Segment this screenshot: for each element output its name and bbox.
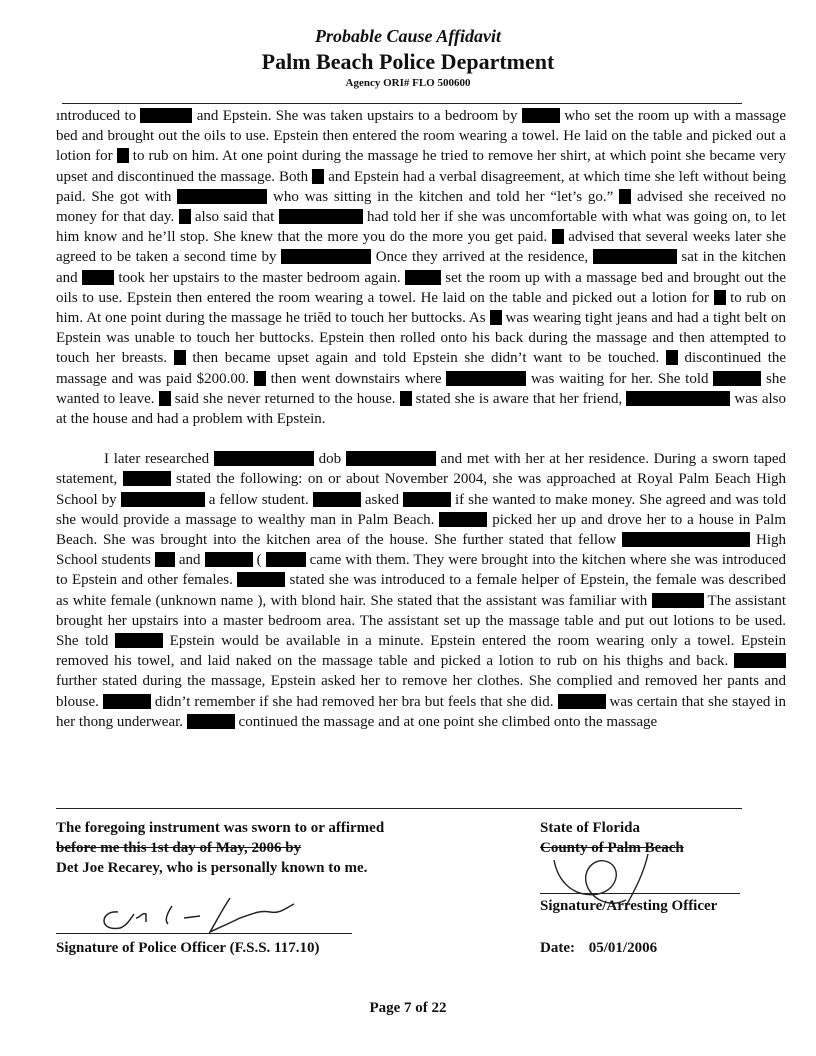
officer-signature-caption: Signature of Police Officer (F.S.S. 117.10) (56, 940, 320, 956)
redaction (117, 148, 129, 163)
redaction (558, 694, 606, 709)
redaction (346, 451, 436, 466)
redaction (279, 209, 363, 224)
redaction (626, 391, 730, 406)
affidavit-body (56, 106, 786, 732)
redaction (177, 189, 267, 204)
redaction (187, 714, 235, 729)
arresting-signature-line (540, 893, 740, 894)
redaction (123, 471, 171, 486)
redaction (155, 552, 175, 567)
redaction (622, 532, 750, 547)
redaction (713, 371, 761, 386)
redaction (405, 270, 441, 285)
redaction (490, 310, 502, 325)
redaction (103, 694, 151, 709)
department-name: Palm Beach Police Department (261, 49, 555, 74)
redaction (174, 350, 186, 365)
page-number: Page 7 of 22 (369, 1000, 447, 1016)
redaction (281, 249, 371, 264)
redaction (652, 593, 704, 608)
date-value: 05/01/2006 (588, 940, 658, 956)
officer-signature (90, 888, 320, 936)
redaction (619, 189, 631, 204)
officer-signature-line (56, 933, 352, 934)
signature-rule (56, 808, 742, 809)
redaction (115, 633, 163, 648)
redaction (403, 492, 451, 507)
redaction (237, 572, 285, 587)
redaction (140, 108, 192, 123)
redaction (254, 371, 266, 386)
county-label: County of Palm Beach (540, 840, 684, 856)
paragraph-2: I later researched dob and met with her at her residence. During a sworn taped statement, stated the following: on or about November 2004, she was approached at Royal Palm Бeach High School by a fellow student. asked if she wanted to make money. She agreed and was told she would provide a massage to wealthy man in Palm Beach. picked her up and drove her to a house in Palm Beach. She was brought into the kitchen area of the house. She further stated that fellow High School students and ( came with them. They were brought into the kitchen where she was introduced to Epstein and other females. stated she was introduced to a female helper of Epstein, the female was described as white female (unknown name ), with blond hair. She stated that the assistant was familiar with The assistant brought her upstairs into a master bedroom area. The assistant set up the massage table and put out lotions to be used. She told Epstein would be available in a minute. Epstein entered the room wearing only a towel. Epstein removed his towel, and laid naked on the massage table and picked a lotion to rub on his thighs and back. further stated during the massage, Epstein asked her to remove her clothes. She complied and removed her pants and blouse. didn’t remember if she had removed her bra but feels that she did. was certain that she stayed in her thong underwear. continued the massage and at one point she climbed onto the massage (56, 451, 787, 730)
redaction (593, 249, 677, 264)
redaction (266, 552, 306, 567)
redaction (522, 108, 560, 123)
redaction (82, 270, 114, 285)
redaction (400, 391, 412, 406)
redaction (446, 371, 526, 386)
date-field (540, 940, 657, 957)
header-rule (62, 103, 742, 104)
document-title: Probable Cause Affidavit (315, 26, 501, 46)
state-label: State of Florida (540, 820, 640, 836)
redaction (214, 451, 314, 466)
redaction (666, 350, 678, 365)
sworn-statement: The foregoing instrument was sworn to or affirmed before me this 1st day of May, 2006 by Det Joe Recarey, who is personally known to me. (56, 820, 385, 876)
date-label: Date: (540, 940, 575, 956)
paragraph-1: ıntroduced to and Epstein. She was taken upstairs to a bedroom by who set the room up with a massage bed and brought out the oils to use. Epstein then entered the room wearing a towel. He laid on the table and picked out a lotion for to rub on him. At one point during the massage he tried to remove her shirt, at which point she became very upset and discontinued the massage. Both and Epstein had a verbal disagreement, at which time she left without being paid. She got with who was sitting in the kitchen and told her “let’s go.” advised she received no money for that day. also said that had told her if she was uncomfortable with what was going on, to let him know and he’ll stop. She knew that the more you do the more you get paid. advised that several weeks later she agreed to be taken a second time by Once they arrived at the residence, sat in the kitchen and took her upstairs to the master bedroom again. set the room up with a massage bed and brought out the oils to use. Epstein then entered the room wearing a towel. He laid on the table and picked out a lotion for to rub on him. At one point during the massage he triĕd to touch her buttocks. As was wearing tight jeans and had a tight belt on Epstein was unable to touch her buttocks. Epstein then rolled onto his back during the massage and then attempted to touch her breasts. then became upset again and told Epstein she didn’t want to be touched. discontinued the massage and was paid $200.00. then went downstairs where was waiting for her. She told she wanted to leave. said she never returned to the house. stated she is aware that her friend, was also at the house and had a problem with Epstein. (56, 108, 787, 428)
redaction (313, 492, 361, 507)
redaction (439, 512, 487, 527)
redaction (734, 653, 786, 668)
redaction (312, 169, 324, 184)
agency-ori: Agency ORI# FLO 500600 (345, 77, 471, 89)
redaction (121, 492, 205, 507)
redaction (552, 229, 564, 244)
redaction (159, 391, 171, 406)
redaction (179, 209, 191, 224)
redaction (205, 552, 253, 567)
redaction (714, 290, 726, 305)
arresting-officer-caption: Signature/Arresting Officer (540, 898, 718, 914)
